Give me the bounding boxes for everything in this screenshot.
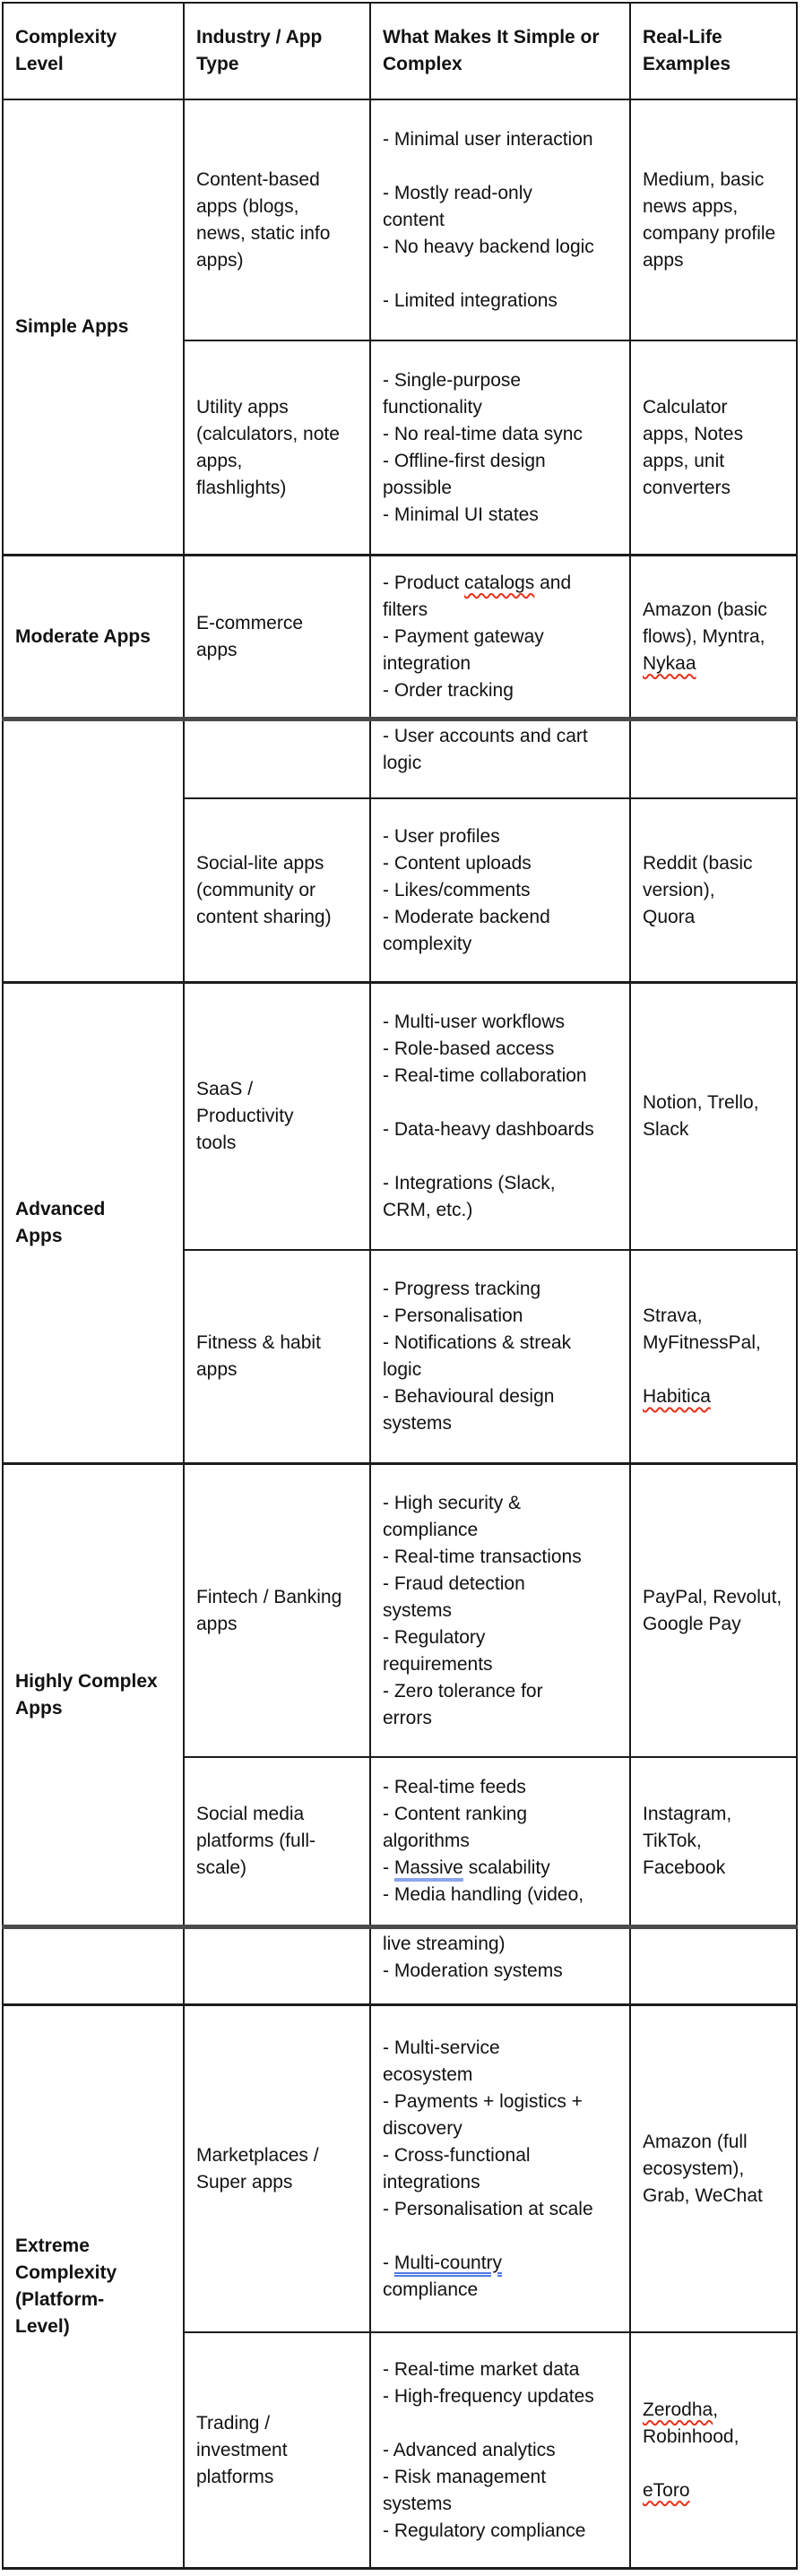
- text-line: (community or: [196, 879, 316, 900]
- text-line: [383, 1090, 626, 1116]
- text-line: - Moderation systems: [383, 1960, 563, 1981]
- text-line: [643, 2477, 792, 2504]
- cell-trading-features: [371, 2333, 629, 2567]
- section-label-empty: [4, 721, 183, 981]
- text-line: logic: [383, 753, 422, 773]
- text-line: complexity: [383, 933, 472, 954]
- text-line: ecosystem),: [643, 2158, 745, 2179]
- text-line: - User accounts and cart: [383, 726, 588, 746]
- text-line: - Notifications & streak: [383, 1332, 572, 1353]
- text-line: compliance: [383, 1519, 479, 1540]
- text-line: Reddit (basic: [643, 852, 753, 874]
- text-line: - Real-time transactions: [383, 1546, 582, 1567]
- table-border-right: [796, 2, 798, 2570]
- text-line: - Cross-functional: [383, 2144, 531, 2166]
- cell-saas-features: [371, 984, 629, 1249]
- text-line: - Regulatory compliance: [383, 2520, 586, 2541]
- text-line: Grab, WeChat: [643, 2184, 763, 2206]
- text-part: - Product: [383, 572, 465, 593]
- cell-social-media-features: [371, 1758, 629, 1925]
- text-line: Simple Apps: [15, 316, 129, 337]
- text-line: logic: [383, 1359, 422, 1380]
- text-line: - Real-time feeds: [383, 1777, 526, 1797]
- cell-utility-industry: [185, 341, 369, 554]
- text-line: - Role-based access: [383, 1038, 555, 1059]
- text-line: - Single-purpose: [383, 369, 522, 391]
- text-line: Fitness & habit: [196, 1332, 321, 1353]
- text-line: - Risk management: [383, 2466, 547, 2487]
- text-line: Apps: [15, 1697, 63, 1719]
- text-line: - Minimal UI states: [383, 504, 539, 525]
- text-line: ecosystem: [383, 2063, 473, 2085]
- text-line: - Payment gateway: [383, 625, 544, 647]
- cell-social-lite-industry: [185, 799, 369, 981]
- text-line: systems: [383, 2493, 453, 2514]
- cell-marketplaces-features: [371, 2006, 629, 2331]
- table-border-bottom: [2, 2567, 798, 2570]
- section-label-simple-apps: [4, 100, 183, 554]
- cell-utility-features: [371, 341, 629, 554]
- text-line: - Minimal user interaction: [383, 128, 593, 150]
- text-line: - Media handling (video,: [383, 1884, 584, 1905]
- text-line: apps: [196, 1359, 238, 1380]
- text-line: - High-frequency updates: [383, 2385, 594, 2407]
- text-line: Trading /: [196, 2412, 271, 2434]
- text-line: Complexity: [15, 2262, 117, 2283]
- text-line: Extreme: [15, 2236, 90, 2256]
- text-line: Industry / App: [196, 27, 323, 47]
- text-line: - Payments + logistics +: [383, 2090, 583, 2112]
- cell-marketplaces-industry: [185, 2006, 369, 2331]
- text-line: What Makes It Simple or: [383, 27, 600, 47]
- text-line: [643, 2397, 792, 2424]
- cell-ecommerce-features-continued: [371, 721, 629, 797]
- text-line: platforms: [196, 2466, 274, 2487]
- text-line: Google Pay: [643, 1613, 741, 1634]
- header-what-makes-it: [371, 4, 629, 99]
- text-line: scale): [196, 1857, 247, 1878]
- cell-ecommerce-industry: [185, 556, 369, 717]
- text-line: - No real-time data sync: [383, 423, 583, 444]
- grammar-double-underline: Multi-country: [393, 2252, 503, 2273]
- text-line: Marketplaces /: [196, 2144, 319, 2166]
- cell-fintech-features: [371, 1465, 629, 1756]
- cell-trading-industry: [185, 2333, 369, 2567]
- text-line: content: [383, 209, 445, 230]
- text-line: Strava,: [643, 1305, 703, 1326]
- text-line: - Data-heavy dashboards: [383, 1119, 594, 1140]
- cell-content-based-features: [371, 100, 629, 340]
- text-line: Calculator: [643, 396, 728, 418]
- text-line: SaaS /: [196, 1079, 254, 1099]
- text-line: platforms (full-: [196, 1831, 316, 1851]
- cell-fitness-features: [371, 1251, 629, 1462]
- spellcheck-underline: Zerodha: [643, 2399, 713, 2420]
- text-line: Content-based: [196, 168, 320, 190]
- text-line: algorithms: [383, 1831, 470, 1851]
- text-line: company profile: [643, 222, 776, 244]
- text-line: Moderate Apps: [15, 625, 151, 647]
- cell-social-lite-examples: [631, 799, 796, 981]
- text-line: apps, unit: [643, 450, 725, 471]
- text-line: Level): [15, 2316, 70, 2337]
- text-line: Examples: [643, 54, 731, 74]
- cell-saas-industry: [185, 984, 369, 1249]
- text-line: [383, 153, 626, 180]
- text-line: - Content ranking: [383, 1804, 528, 1824]
- text-line: Fintech / Banking: [196, 1586, 342, 1607]
- text-line: - Content uploads: [383, 852, 532, 874]
- cell-social-media-examples: [631, 1758, 796, 1925]
- text-line: - Real-time market data: [383, 2358, 580, 2380]
- text-line: (Platform-: [15, 2289, 105, 2310]
- text-line: apps,: [196, 450, 243, 471]
- text-line: Complex: [383, 54, 463, 74]
- text-line: - Zero tolerance for: [383, 1680, 543, 1702]
- text-line: [643, 650, 792, 677]
- text-line: investment: [196, 2439, 288, 2460]
- text-part: ,: [713, 2399, 719, 2420]
- cell-marketplaces-examples: [631, 2006, 796, 2331]
- cell-social-lite-features: [371, 799, 629, 981]
- section-label-advanced-apps: [4, 984, 183, 1462]
- text-line: Type: [196, 54, 239, 74]
- text-line: filters: [383, 599, 428, 620]
- text-line: - Personalisation: [383, 1305, 523, 1326]
- text-line: apps (blogs,: [196, 195, 299, 217]
- text-line: CRM, etc.): [383, 1200, 473, 1220]
- text-line: Quora: [643, 906, 696, 927]
- text-line: [643, 1383, 792, 1410]
- text-line: news apps,: [643, 195, 739, 217]
- text-line: flashlights): [196, 477, 287, 498]
- text-line: systems: [383, 1599, 453, 1621]
- text-line: - Personalisation at scale: [383, 2198, 593, 2219]
- text-line: - User profiles: [383, 825, 500, 847]
- text-line: [383, 261, 626, 288]
- cell-ecommerce-features: [371, 556, 629, 717]
- text-line: integration: [383, 652, 471, 674]
- text-part: scalability: [463, 1857, 550, 1878]
- cell-fintech-industry: [185, 1465, 369, 1756]
- text-line: compliance: [383, 2279, 479, 2300]
- text-line: [383, 2410, 626, 2437]
- text-line: - Mostly read-only: [383, 182, 532, 203]
- spellcheck-underline: Habitica: [643, 1386, 711, 1407]
- text-line: [383, 2223, 626, 2250]
- text-line: apps: [196, 639, 238, 660]
- text-line: Social-lite apps: [196, 852, 324, 874]
- cell-social-media-industry: [185, 1758, 369, 1925]
- text-line: functionality: [383, 396, 482, 418]
- cell-fitness-industry: [185, 1251, 369, 1462]
- text-line: - Multi-user workflows: [383, 1012, 566, 1032]
- text-line: Apps: [15, 1226, 63, 1246]
- section-label-extreme-complexity: [4, 2006, 183, 2567]
- text-line: live streaming): [383, 1934, 506, 1954]
- text-line: [383, 1143, 626, 1170]
- text-line: systems: [383, 1413, 453, 1434]
- text-line: Level: [15, 54, 64, 74]
- spellcheck-underline: Nykaa: [643, 652, 696, 674]
- text-line: - No heavy backend logic: [383, 236, 594, 257]
- text-line: [383, 1855, 626, 1882]
- text-line: - Limited integrations: [383, 289, 558, 311]
- text-line: news, static info: [196, 222, 331, 244]
- cell-content-based-examples: [631, 100, 796, 340]
- text-line: discovery: [383, 2117, 463, 2139]
- text-line: - Progress tracking: [383, 1279, 541, 1299]
- text-line: Real-Life: [643, 27, 722, 47]
- text-line: Advanced: [15, 1199, 106, 1219]
- cell-social-media-features-continued: [371, 1929, 629, 2003]
- grammar-underline: Massive: [393, 1857, 463, 1878]
- spellcheck-underline: eToro: [643, 2479, 690, 2501]
- text-line: Medium, basic: [643, 168, 765, 190]
- text-line: apps: [643, 249, 684, 271]
- text-line: [643, 2451, 792, 2477]
- text-line: - Moderate backend: [383, 906, 550, 927]
- cell-ecommerce-examples: [631, 556, 796, 717]
- section-label-highly-complex-apps: [4, 1465, 183, 1925]
- section-label-moderate-apps: [4, 556, 183, 717]
- text-line: requirements: [383, 1653, 493, 1675]
- text-part: and: [534, 572, 572, 593]
- header-industry-app-type: [185, 4, 369, 99]
- text-line: Amazon (full: [643, 2131, 748, 2152]
- text-line: content sharing): [196, 906, 332, 927]
- text-line: - Regulatory: [383, 1626, 486, 1648]
- text-line: Super apps: [196, 2171, 293, 2193]
- text-part: -: [383, 1857, 394, 1878]
- text-line: - Likes/comments: [383, 879, 531, 900]
- text-line: MyFitnessPal,: [643, 1332, 761, 1353]
- text-line: PayPal, Revolut,: [643, 1586, 782, 1607]
- text-line: Highly Complex: [15, 1670, 158, 1692]
- text-line: (calculators, note: [196, 423, 340, 444]
- text-part: -: [383, 2252, 394, 2273]
- text-line: Notion, Trello,: [643, 1092, 759, 1113]
- text-line: - Order tracking: [383, 679, 514, 701]
- text-line: Robinhood,: [643, 2425, 739, 2447]
- text-line: - Fraud detection: [383, 1572, 525, 1594]
- header-real-life-examples: [631, 4, 796, 99]
- text-line: TikTok,: [643, 1831, 702, 1851]
- text-line: - Multi-service: [383, 2037, 500, 2058]
- section-label-empty: [4, 1929, 183, 2003]
- text-line: Amazon (basic: [643, 599, 767, 620]
- text-line: - Behavioural design: [383, 1386, 555, 1407]
- text-line: apps): [196, 249, 244, 271]
- text-line: converters: [643, 477, 731, 498]
- text-line: - Advanced analytics: [383, 2439, 556, 2460]
- cell-fitness-examples: [631, 1251, 796, 1462]
- text-line: Slack: [643, 1119, 689, 1140]
- text-line: possible: [383, 477, 453, 498]
- text-line: Complexity: [15, 27, 117, 47]
- text-line: Facebook: [643, 1857, 726, 1878]
- text-line: tools: [196, 1133, 237, 1153]
- text-line: [383, 2250, 626, 2277]
- text-line: - Real-time collaboration: [383, 1065, 587, 1086]
- text-line: - High security &: [383, 1492, 522, 1513]
- header-complexity-level: [4, 4, 183, 99]
- text-line: - Integrations (Slack,: [383, 1173, 556, 1193]
- text-line: version),: [643, 879, 715, 900]
- spellcheck-underline: catalogs: [464, 572, 535, 593]
- text-line: Instagram,: [643, 1804, 732, 1824]
- text-line: Social media: [196, 1804, 305, 1824]
- text-line: [383, 570, 626, 597]
- text-line: errors: [383, 1707, 432, 1728]
- text-line: integrations: [383, 2171, 480, 2193]
- text-line: E-commerce: [196, 612, 304, 633]
- cell-fintech-examples: [631, 1465, 796, 1756]
- text-line: Utility apps: [196, 396, 289, 418]
- cell-utility-examples: [631, 341, 796, 554]
- text-line: - Offline-first design: [383, 450, 546, 471]
- text-line: Productivity: [196, 1106, 294, 1126]
- text-line: [643, 1357, 792, 1383]
- cell-trading-examples: [631, 2333, 796, 2567]
- cell-content-based-industry: [185, 100, 369, 340]
- text-line: apps: [196, 1613, 238, 1634]
- text-line: flows), Myntra,: [643, 625, 765, 647]
- cell-saas-examples: [631, 984, 796, 1249]
- text-line: apps, Notes: [643, 423, 744, 444]
